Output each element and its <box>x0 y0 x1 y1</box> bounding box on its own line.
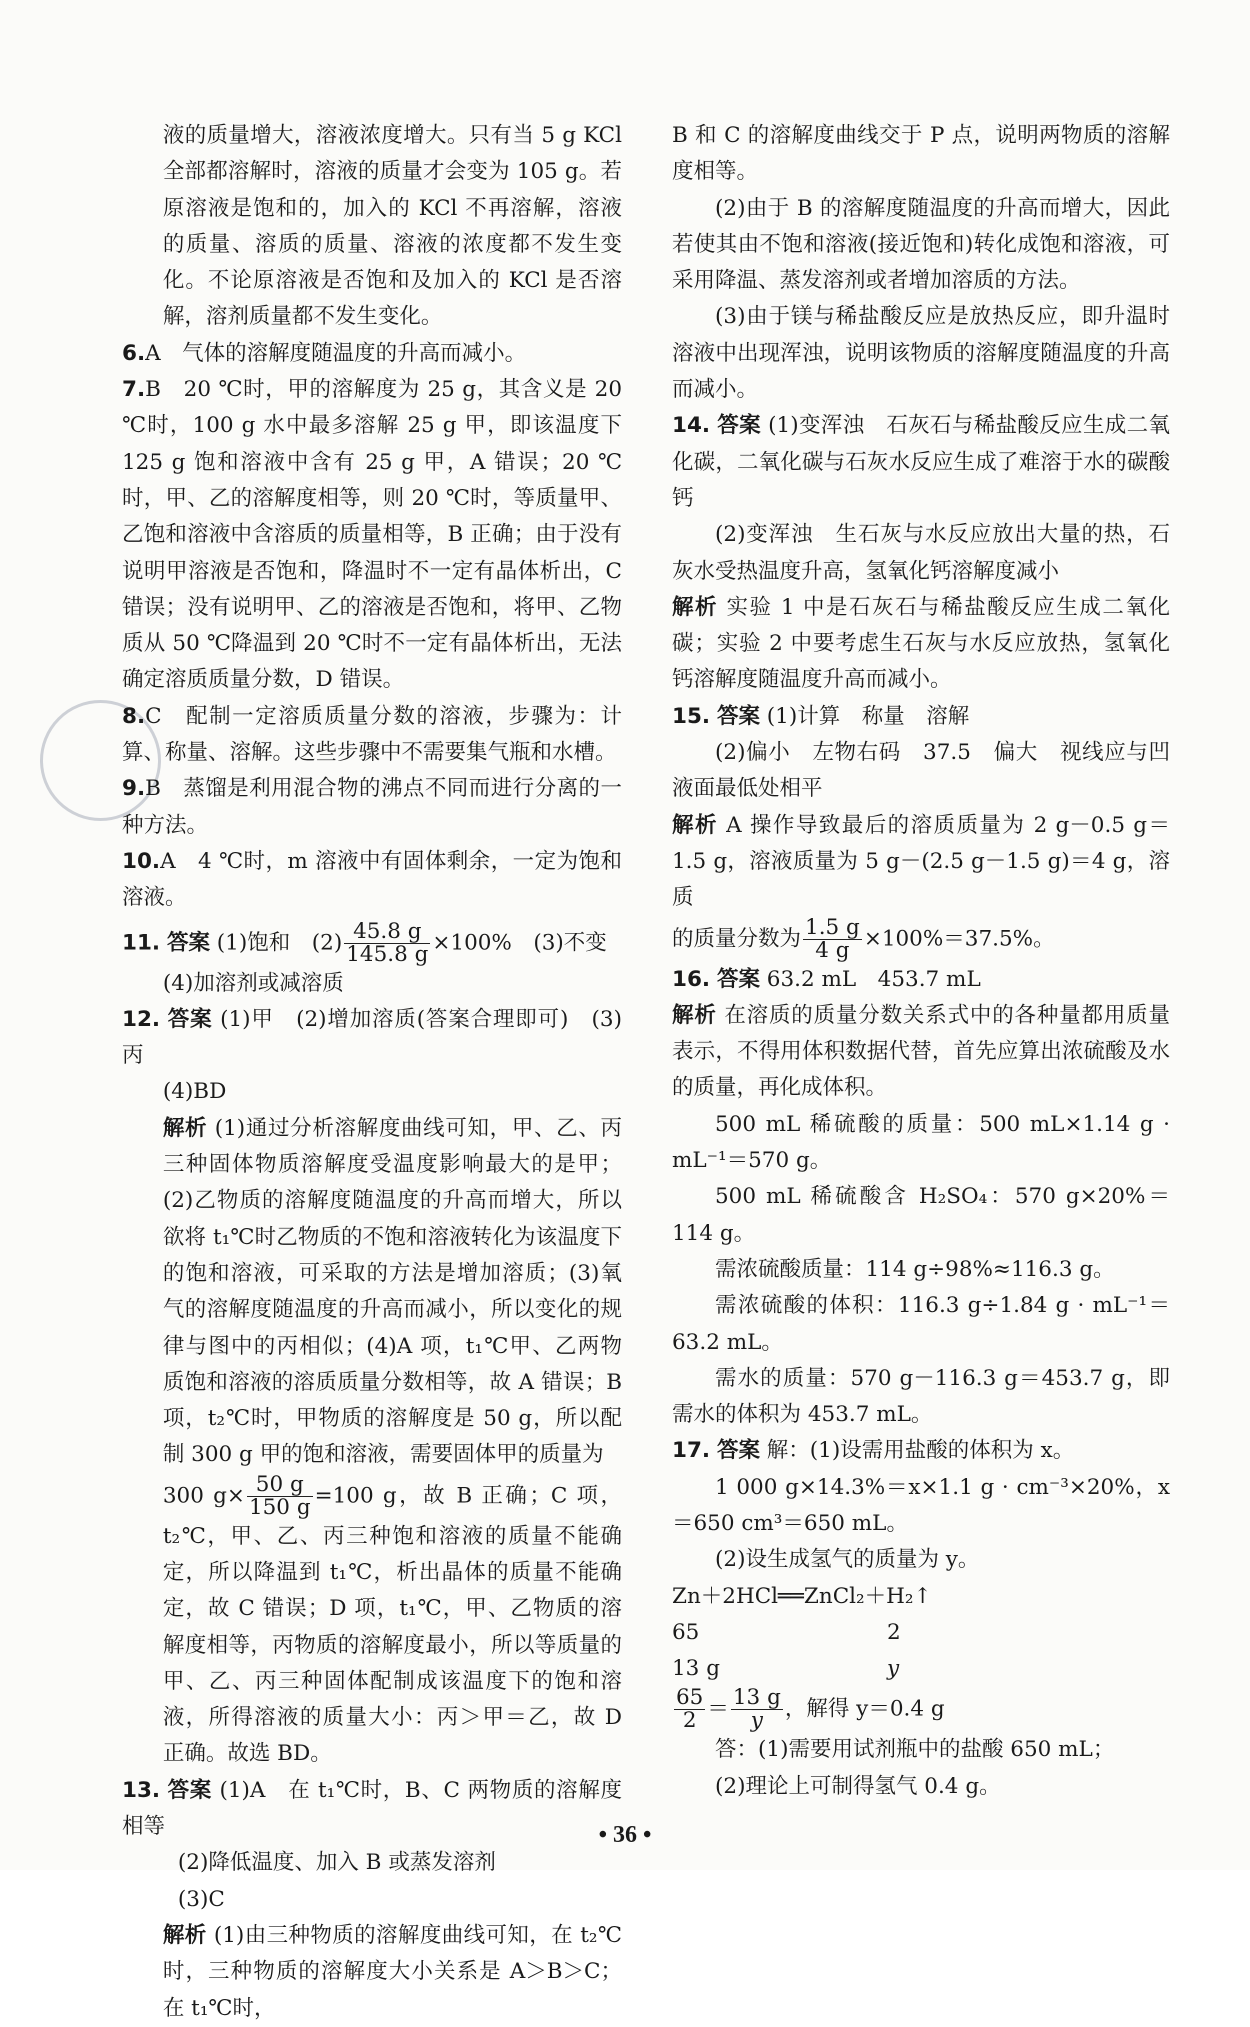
answer-text: (4)BD <box>162 1079 227 1105</box>
answer-text: (2)变浑浊 生石灰与水反应放出大量的热，石灰水受热温度升高，氢氧化钙溶解度减小 <box>672 522 1170 584</box>
calc-line: 500 mL 稀硫酸含 H₂SO₄：570 g×20%＝114 g。 <box>672 1184 1170 1246</box>
answer-label: 答案 <box>717 413 761 439</box>
answer-text: (1)计算 称量 溶解 <box>766 703 970 729</box>
analysis-text: 实验 1 中是石灰石与稀盐酸反应生成二氧化碳；实验 2 中要考虑生石灰与水反应放热，氢氧化钙溶解度随温度升高而减小。 <box>672 594 1170 693</box>
question-7 <box>122 372 622 699</box>
analysis-label: 解析 <box>162 1922 207 1948</box>
answer-text: A 4 ℃时，m 溶液中有固体剩余，一定为饱和溶液。 <box>122 848 622 911</box>
analysis <box>672 998 1170 1107</box>
question-8 <box>122 699 622 772</box>
answer-text: (1)变浑浊 石灰石与稀盐酸反应生成二氧化碳，二氧化碳与石灰水反应生成了难溶于水的碳酸钙 <box>672 413 1170 511</box>
denominator: 4 g <box>815 937 850 963</box>
final-answer: 答：(1)需要用试剂瓶中的盐酸 650 mL； <box>715 1737 1115 1763</box>
question-6 <box>122 336 622 372</box>
question-10 <box>122 844 622 917</box>
analysis-label: 解析 <box>672 594 719 620</box>
question-number: 10. <box>122 848 161 874</box>
answer-text: 63.2 mL 453.7 mL <box>766 966 981 992</box>
answer-text: (1)A 在 t₁℃时，B、C 两物质的溶解度相等 <box>122 1777 623 1840</box>
denominator: 145.8 g <box>346 941 429 967</box>
answer-label: 答案 <box>716 966 760 992</box>
answer-text: B 蒸馏是利用混合物的沸点不同而进行分离的一种方法。 <box>122 776 622 838</box>
answer-text: C 配制一定溶质质量分数的溶液，步骤为：计算、称量、溶解。这些步骤中不需要集气瓶和水槽。 <box>122 703 622 766</box>
analysis-text: A 操作导致最后的溶质质量为 2 g－0.5 g＝1.5 g，溶液质量为 5 g－(2.5 g－1.5 g)＝4 g，溶质 <box>672 812 1170 911</box>
calc-line: 需水的质量：570 g－116.3 g＝453.7 g，即需水的体积为 453.7 mL。 <box>672 1365 1170 1428</box>
left-column <box>122 118 622 2027</box>
question-number: 7. <box>122 377 146 403</box>
answer-text: ×100% (3)不变 <box>432 930 607 956</box>
paragraph: 液的质量增大，溶液浓度增大。只有当 5 g KCl 全部都溶解时，溶液的质量才会变为 105 g。若原溶液是饱和的，加入的 KCl 不再溶解，溶液的质量、溶质的质量、溶液的浓度都不发生变化。不论原溶液是否饱和及加入的 KCl 是否溶解，溶剂质量都不发生变化。 <box>162 123 622 330</box>
answer-label: 答案 <box>716 703 760 729</box>
answer-text: (3)C <box>177 1886 225 1912</box>
calc-line: 1 000 g×14.3%＝x×1.1 g · cm⁻³×20%，x＝650 cm³＝650 mL。 <box>672 1474 1170 1536</box>
question-number: 13. <box>122 1777 161 1803</box>
question-15 <box>672 699 1170 735</box>
question-17 <box>672 1433 1170 1469</box>
numerator: 1.5 g <box>805 914 860 940</box>
answer-text: (4)加溶剂或减溶质 <box>162 970 344 996</box>
right-column <box>672 118 1170 1805</box>
analysis <box>122 1471 622 1773</box>
analysis <box>122 1918 622 2027</box>
denominator: 2 <box>682 1708 697 1734</box>
denominator: 150 g <box>248 1494 311 1520</box>
analysis-text: (1)通过分析溶解度曲线可知，甲、乙、丙三种固体物质溶解度受温度影响最大的是甲；(2)乙物质的溶解度随温度的升高而增大，所以欲将 t₁℃时乙物质的不饱和溶液转化为该温度下的饱和溶液，可采取的方法是增加溶质；(3)氧气的溶解度随温度的升高而减小，所以变化的规律与图中的丙相似；(4)A 项，t₁℃甲、乙两物质饱和溶液的溶质质量分数相等，故 A 错误；B 项，t₂℃时，甲物质的溶解度是 50 g，所以配制 300 g 甲的饱和溶液，需要固体甲的质量为 <box>162 1115 622 1468</box>
analysis-text: 300 g× <box>162 1483 245 1509</box>
calc-line: (2)设生成氢气的质量为 y。 <box>715 1547 980 1573</box>
analysis-text: (1)由三种物质的溶解度曲线可知，在 t₂℃时，三种物质的溶解度大小关系是 A＞B＞C；在 t₁℃时， <box>162 1922 622 2021</box>
molar-mass: 65 <box>672 1619 700 1645</box>
question-12 <box>122 1002 622 1075</box>
fraction <box>344 918 430 967</box>
question-number: 15. <box>672 703 711 729</box>
analysis-text: 的质量分数为 <box>672 926 802 952</box>
paragraph: (2)由于 B 的溶解度随温度的升高而增大，因此若使其由不饱和溶液(接近饱和)转化成饱和溶液，可采用降温、蒸发溶剂或者增加溶质的方法。 <box>672 195 1170 294</box>
analysis <box>672 808 1170 917</box>
answer-text: B 20 ℃时，甲的溶解度为 25 g，其含义是 20 ℃时，100 g 水中最多溶解 25 g 甲，即该温度下 125 g 饱和溶液中含有 25 g 甲，A 错误；20 ℃时，甲、乙的溶解度相等，则 20 ℃时，等质量甲、乙饱和溶液中含溶质的质量相等，B 正确；由于没有说明甲溶液是否饱和，降温时不一定有晶体析出，C 错误；没有说明甲、乙的溶液是否饱和，将甲、乙物质从 50 ℃降温到 20 ℃时不一定有晶体析出，无法确定溶质质量分数，D 错误。 <box>122 377 622 693</box>
denominator: y <box>750 1708 763 1734</box>
paragraph: B 和 C 的溶解度曲线交于 P 点，说明两物质的溶解度相等。 <box>672 123 1170 185</box>
equation-row <box>672 1651 1170 1687</box>
calc-line: 500 mL 稀硫酸的质量：500 mL×1.14 g · mL⁻¹＝570 g。 <box>672 1111 1170 1174</box>
numerator: 65 <box>676 1685 704 1711</box>
question-number: 6. <box>122 340 146 366</box>
question-number: 14. <box>672 413 711 439</box>
question-number: 9. <box>122 776 146 802</box>
analysis-text: 在溶质的质量分数关系式中的各种量都用质量表示，不得用体积数据代替，首先应算出浓硫酸及水的质量，再化成体积。 <box>672 1002 1170 1101</box>
actual-mass: 13 g <box>672 1656 720 1682</box>
question-number: 16. <box>672 966 711 992</box>
question-9 <box>122 771 622 844</box>
actual-mass: y <box>887 1656 900 1682</box>
answer-text: (2)偏小 左物右码 37.5 偏大 视线应与凹液面最低处相平 <box>672 740 1170 802</box>
question-14 <box>672 408 1170 517</box>
answer-text: A 气体的溶解度随温度的升高而减小。 <box>145 340 527 366</box>
final-answer: (2)理论上可制得氢气 0.4 g。 <box>715 1773 1001 1799</box>
analysis <box>122 1111 622 1474</box>
analysis-text: =100 g，故 B 正确；C 项，t₂℃，甲、乙、丙三种饱和溶液的质量不能确定，所以降温到 t₁℃，析出晶体的质量不能确定，故 C 错误；D 项，t₁℃，甲、乙物质的溶解度相等，丙物质的溶解度最小，所以等质量的甲、乙、丙三种固体配制成该温度下的饱和溶液，所得溶液的质量大小：丙＞甲＝乙，故 D 正确。故选 BD。 <box>162 1483 622 1767</box>
answer-text: (1)饱和 (2) <box>216 930 343 956</box>
analysis-label: 解析 <box>672 812 718 838</box>
chemical-equation: Zn＋2HCl══ZnCl₂＋H₂↑ <box>672 1583 932 1609</box>
answer-text: (1)甲 (2)增加溶质(答案合理即可) (3)丙 <box>122 1006 622 1069</box>
answer-text: (2)降低温度、加入 B 或蒸发溶剂 <box>177 1850 496 1876</box>
calc-line: 需浓硫酸的体积：116.3 g÷1.84 g · mL⁻¹＝63.2 mL。 <box>672 1293 1170 1355</box>
analysis <box>672 590 1170 699</box>
fraction <box>803 914 862 963</box>
question-16 <box>672 962 1170 998</box>
answer-label: 答案 <box>167 1006 213 1032</box>
page-number: • 36 • <box>598 1822 652 1848</box>
answer-label: 答案 <box>166 930 210 956</box>
equation-row <box>672 1615 1170 1651</box>
proportion: $\frac{65}{2}$ ＝ $\frac{13 g}{y}$ ，解得 y＝0.4 g <box>676 1685 945 1734</box>
fraction <box>247 1471 313 1520</box>
numerator: 13 g <box>732 1685 781 1711</box>
fraction <box>674 1687 705 1732</box>
paragraph: (3)由于镁与稀盐酸反应是放热反应，即升温时溶液中出现浑浊，说明该物质的溶解度随温度的升高而减小。 <box>672 304 1170 403</box>
analysis-label: 解析 <box>162 1115 208 1141</box>
question-number: 11. <box>122 930 161 956</box>
answer-label: 答案 <box>167 1777 212 1803</box>
calc-line: 需浓硫酸质量：114 g÷98%≈116.3 g。 <box>715 1256 1115 1282</box>
question-number: 8. <box>122 703 146 729</box>
fraction <box>731 1687 783 1732</box>
question-number: 17. <box>672 1438 711 1464</box>
analysis-label: 解析 <box>672 1002 717 1028</box>
analysis <box>672 914 1170 963</box>
question-11 <box>122 918 622 967</box>
answer-text: 解：(1)设需用盐酸的体积为 x。 <box>766 1438 1075 1464</box>
question-number: 12. <box>122 1006 161 1032</box>
answer-label: 答案 <box>716 1438 760 1464</box>
analysis-text: ×100%＝37.5%。 <box>863 926 1055 952</box>
numerator: 45.8 g <box>344 921 430 944</box>
calc-text: ，解得 y＝0.4 g <box>784 1696 945 1722</box>
numerator: 50 g <box>247 1474 313 1497</box>
molar-mass: 2 <box>887 1619 901 1645</box>
